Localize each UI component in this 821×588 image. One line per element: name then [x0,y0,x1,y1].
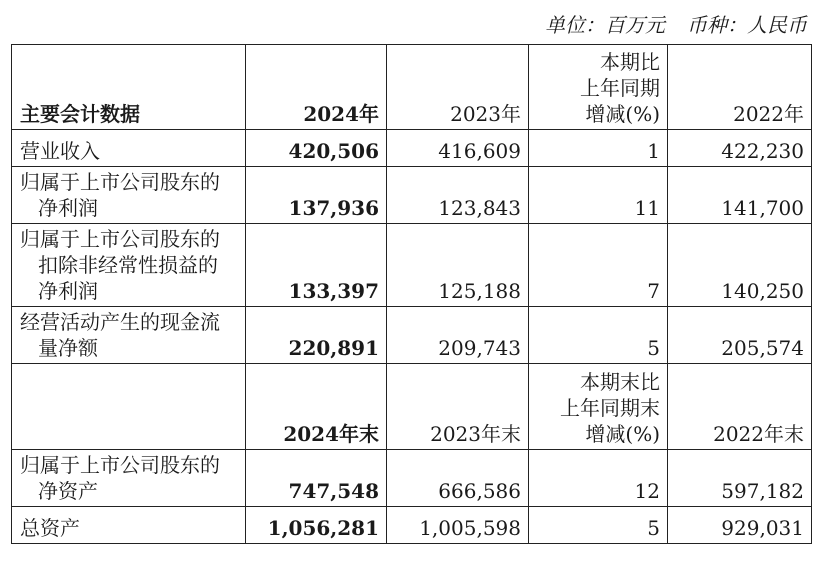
header-change-line: 本期比 [600,50,660,74]
unit-line [545,9,807,38]
row-label [12,167,246,224]
header-change-end [529,364,668,450]
row-label-line: 营业收入 [20,139,100,163]
header-item: 主要会计数据 [12,45,246,130]
header-change-line: 上年同期 [580,76,660,100]
value-2024: 1,056,281 [246,507,387,544]
row-label [12,224,246,307]
accounting-data-table [11,44,812,544]
header-2023: 2023年 [387,45,529,130]
row-label-line: 归属于上市公司股东的 [20,453,220,477]
value-2024: 137,936 [246,167,387,224]
header-change [529,45,668,130]
row-label-line: 净利润 [38,279,98,303]
table-header-row [12,45,812,130]
row-label-line: 总资产 [20,516,80,540]
value-2022: 140,250 [668,224,812,307]
row-label-line: 归属于上市公司股东的 [20,170,220,194]
value-change: 5 [529,307,668,364]
row-label-line: 经营活动产生的现金流 [20,310,220,334]
table-row [12,167,812,224]
value-2023: 209,743 [387,307,529,364]
value-change: 5 [529,507,668,544]
header-2022: 2022年 [668,45,812,130]
value-2023: 125,188 [387,224,529,307]
header-2024: 2024年 [246,45,387,130]
row-label [12,307,246,364]
table-row [12,450,812,507]
row-label-line: 净资产 [38,479,98,503]
value-2024: 220,891 [246,307,387,364]
value-2023: 1,005,598 [387,507,529,544]
row-label-line: 扣除非经常性损益的 [38,253,218,277]
value-change: 11 [529,167,668,224]
value-2023: 416,609 [387,130,529,167]
header-change-line: 本期末比 [580,370,660,394]
row-label-line: 净利润 [38,196,98,220]
value-2024: 747,548 [246,450,387,507]
value-2022: 205,574 [668,307,812,364]
row-label [12,130,246,167]
currency-label: 币种：人民币 [687,13,807,37]
unit-label: 单位：百万元 [545,13,665,37]
table-row [12,307,812,364]
value-change: 7 [529,224,668,307]
header-2023-end: 2023年末 [387,364,529,450]
table-subheader-row [12,364,812,450]
value-2024: 133,397 [246,224,387,307]
header-change-line: 增减(%) [585,422,660,446]
subheader-empty [12,364,246,450]
value-2023: 123,843 [387,167,529,224]
value-2022: 597,182 [668,450,812,507]
value-change: 1 [529,130,668,167]
header-2024-end: 2024年末 [246,364,387,450]
header-change-line: 上年同期末 [560,396,660,420]
value-2024: 420,506 [246,130,387,167]
row-label-line: 归属于上市公司股东的 [20,227,220,251]
value-2022: 929,031 [668,507,812,544]
value-2022: 141,700 [668,167,812,224]
row-label-line: 量净额 [38,336,98,360]
value-change: 12 [529,450,668,507]
header-change-line: 增减(%) [585,102,660,126]
table-row [12,130,812,167]
row-label [12,450,246,507]
table-row [12,224,812,307]
row-label [12,507,246,544]
value-2023: 666,586 [387,450,529,507]
header-2022-end: 2022年末 [668,364,812,450]
value-2022: 422,230 [668,130,812,167]
table-row [12,507,812,544]
